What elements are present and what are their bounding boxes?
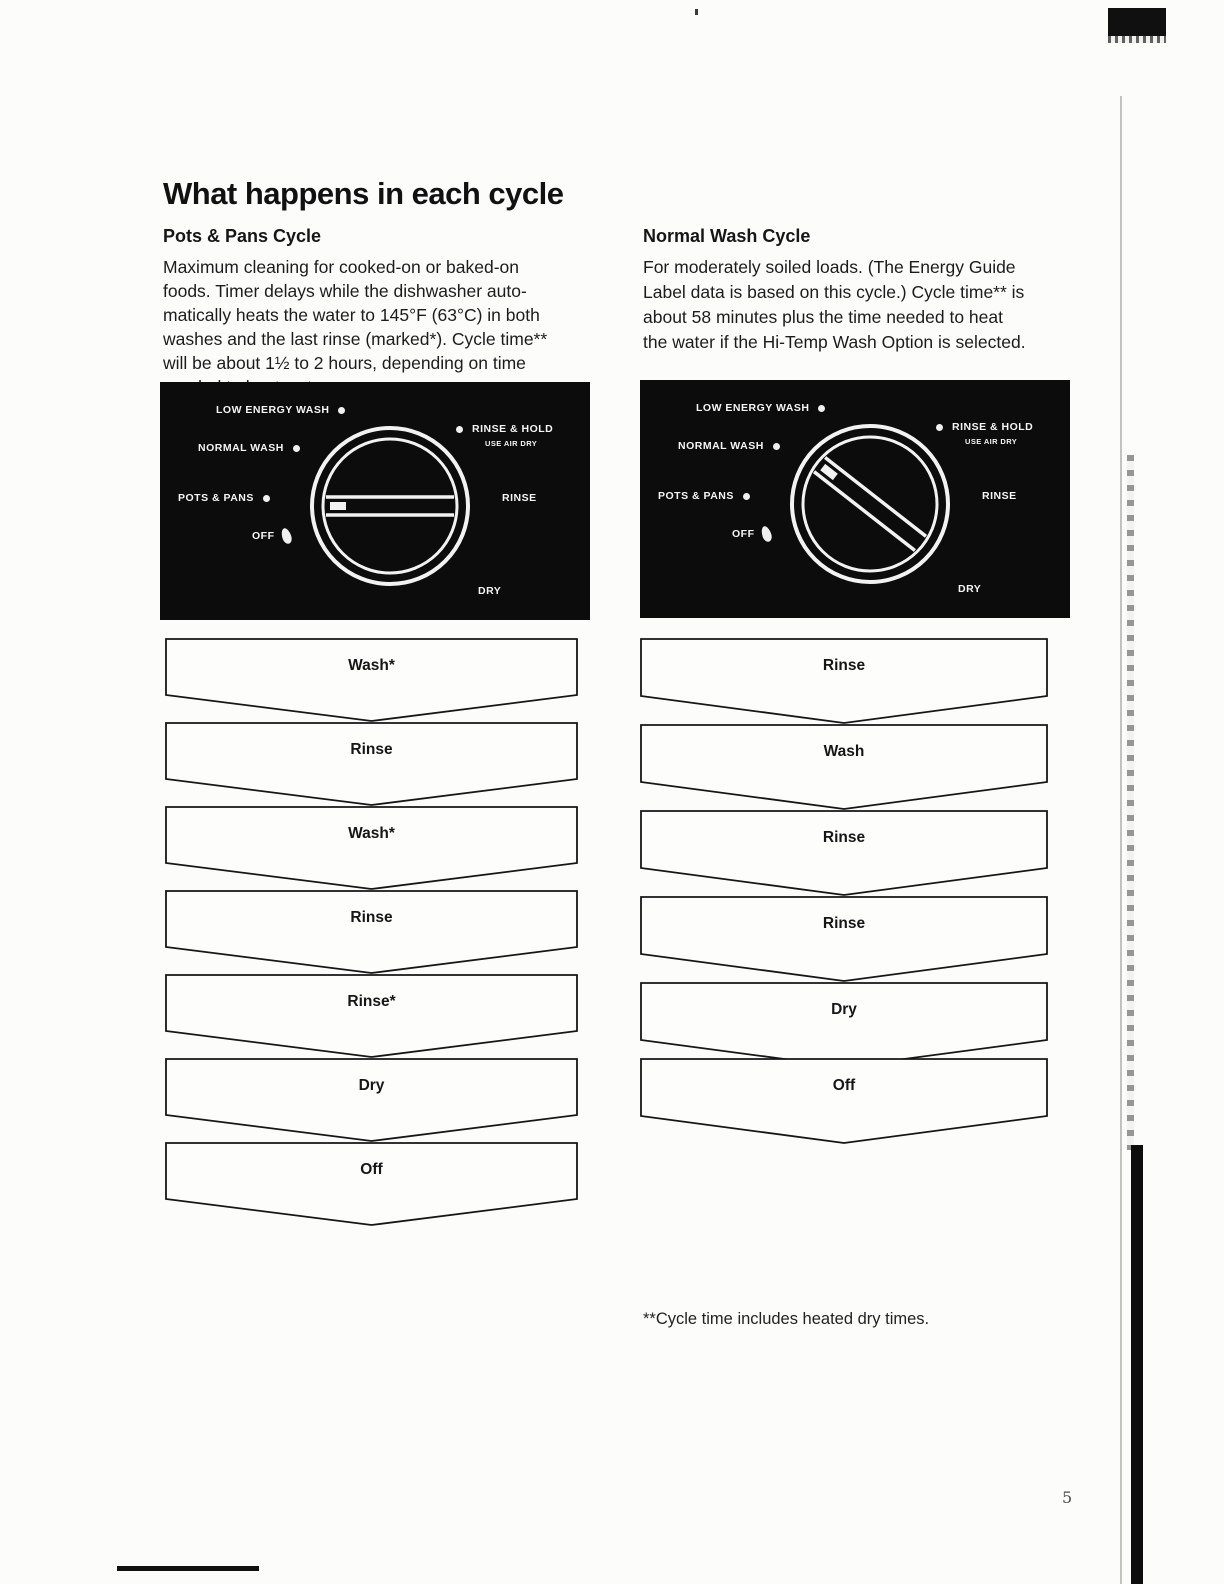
- flow-step-label: Rinse: [350, 741, 393, 758]
- panel-label-normal-wash: [198, 442, 300, 454]
- page-title: What happens in each cycle: [163, 176, 564, 211]
- body-line: the water if the Hi-Temp Wash Option is selected.: [643, 332, 1026, 352]
- panel-label-text: NORMAL WASH: [678, 440, 764, 452]
- flow-step-shape: [640, 638, 1048, 724]
- flow-step-label: Wash*: [348, 825, 395, 842]
- flow-step-label: Rinse: [350, 909, 393, 926]
- panel-label-text: OFF: [732, 528, 755, 540]
- panel-label-rinse: RINSE: [982, 490, 1017, 502]
- panel-label-pots-pans: [178, 492, 270, 504]
- panel-label-low-energy-wash: [696, 402, 825, 414]
- body-line: will be about 1½ to 2 hours, depending on time: [163, 353, 526, 373]
- flow-step-label: Rinse*: [347, 993, 396, 1010]
- flow-step: [640, 896, 1048, 980]
- indicator-dot: [818, 405, 825, 412]
- panel-label-pots-pans: [658, 490, 750, 502]
- flow-step-shape: [640, 982, 1048, 1068]
- scan-artifact-underline: [117, 1566, 259, 1571]
- flow-step-shape: [165, 1142, 578, 1226]
- flow-step: [640, 810, 1048, 894]
- flow-step: [165, 806, 578, 890]
- off-pointer-mark: [760, 525, 774, 543]
- flow-step-label: Off: [360, 1161, 383, 1178]
- panel-label-text: POTS & PANS: [658, 490, 734, 502]
- body-line: Label data is based on this cycle.) Cycle time** is: [643, 282, 1025, 302]
- indicator-dot: [263, 495, 270, 502]
- control-panel-normal-wash: [640, 380, 1070, 618]
- flow-step-shape: [165, 806, 578, 890]
- scan-artifact-fray: [1108, 36, 1166, 43]
- flow-step-shape: [640, 724, 1048, 810]
- section-heading-pots-pans: Pots & Pans Cycle: [163, 226, 322, 246]
- scan-artifact-dot: [695, 9, 698, 15]
- flow-step: [165, 1058, 578, 1142]
- scan-artifact-line: [1120, 96, 1122, 1584]
- dial-handle: [814, 458, 926, 551]
- cycle-dial: [306, 422, 474, 590]
- section-pots-pans: [163, 226, 603, 399]
- flow-step: [640, 1058, 1048, 1142]
- indicator-dot: [293, 445, 300, 452]
- indicator-dot: [773, 443, 780, 450]
- flow-step-label: Rinse: [822, 915, 866, 932]
- indicator-dot: [338, 407, 345, 414]
- panel-label-text: RINSE & HOLD: [472, 423, 554, 435]
- flow-step: [165, 974, 578, 1058]
- body-line: Maximum cleaning for cooked-on or baked-on: [163, 257, 520, 277]
- flow-step-shape: [165, 1058, 578, 1142]
- body-line: washes and the last rinse (marked*). Cycle time**: [163, 329, 548, 349]
- body-line: matically heats the water to 145°F (63°C) in both: [163, 305, 540, 325]
- flow-step: [165, 1142, 578, 1226]
- scan-artifact-bar: [1131, 1145, 1143, 1584]
- panel-label-low-energy-wash: [216, 404, 345, 416]
- cycle-dial: [786, 420, 954, 588]
- panel-label-dry: DRY: [958, 583, 982, 595]
- flow-step-label: Rinse: [822, 657, 866, 674]
- panel-label-dry: DRY: [478, 585, 502, 597]
- section-normal-wash: [643, 226, 1083, 355]
- panel-label-text: OFF: [252, 530, 275, 542]
- flow-step-shape: [640, 896, 1048, 982]
- flow-step-label: Wash*: [348, 657, 395, 674]
- flow-step-shape: [165, 890, 578, 974]
- flow-step-shape: [640, 1058, 1048, 1144]
- flow-step: [165, 890, 578, 974]
- panel-label-use-air-dry: USE AIR DRY: [485, 439, 538, 448]
- panel-label-text: POTS & PANS: [178, 492, 254, 504]
- flow-step: [640, 724, 1048, 808]
- flow-step: [165, 638, 578, 722]
- panel-label-normal-wash: [678, 440, 780, 452]
- panel-label-use-air-dry: USE AIR DRY: [965, 437, 1018, 446]
- panel-label-text: NORMAL WASH: [198, 442, 284, 454]
- flow-step-shape: [165, 974, 578, 1058]
- panel-label-text: LOW ENERGY WASH: [216, 404, 330, 416]
- body-line: For moderately soiled loads. (The Energy Guide: [643, 257, 1016, 277]
- flow-step-label: Off: [832, 1077, 856, 1094]
- section-heading-normal-wash: Normal Wash Cycle: [643, 226, 811, 246]
- flow-step-label: Dry: [831, 1001, 857, 1018]
- flow-step-shape: [165, 638, 578, 722]
- scan-artifact-block: [1108, 8, 1166, 36]
- panel-label-text: RINSE & HOLD: [952, 421, 1034, 433]
- flow-step: [165, 722, 578, 806]
- panel-label-off: [732, 528, 755, 540]
- flow-step: [640, 638, 1048, 722]
- flow-step-label: Dry: [358, 1077, 385, 1094]
- cycle-time-footnote: **Cycle time includes heated dry times.: [643, 1310, 930, 1328]
- body-line: foods. Timer delays while the dishwasher auto-: [163, 281, 527, 301]
- off-pointer-mark: [280, 527, 294, 545]
- flow-step-label: Rinse: [822, 829, 866, 846]
- panel-label-rinse: RINSE: [502, 492, 537, 504]
- panel-label-off: [252, 530, 275, 542]
- flow-step: [640, 982, 1048, 1066]
- flow-step-label: Wash: [823, 743, 865, 760]
- control-panel-pots-pans: [160, 382, 590, 620]
- flow-step-shape: [165, 722, 578, 806]
- indicator-dot: [743, 493, 750, 500]
- panel-label-text: LOW ENERGY WASH: [696, 402, 810, 414]
- body-line: about 58 minutes plus the time needed to heat: [643, 307, 1003, 327]
- page-number: 5: [1062, 1488, 1073, 1507]
- dial-handle: [326, 497, 454, 515]
- scan-artifact-smudge: [1127, 455, 1134, 1150]
- flow-step-shape: [640, 810, 1048, 896]
